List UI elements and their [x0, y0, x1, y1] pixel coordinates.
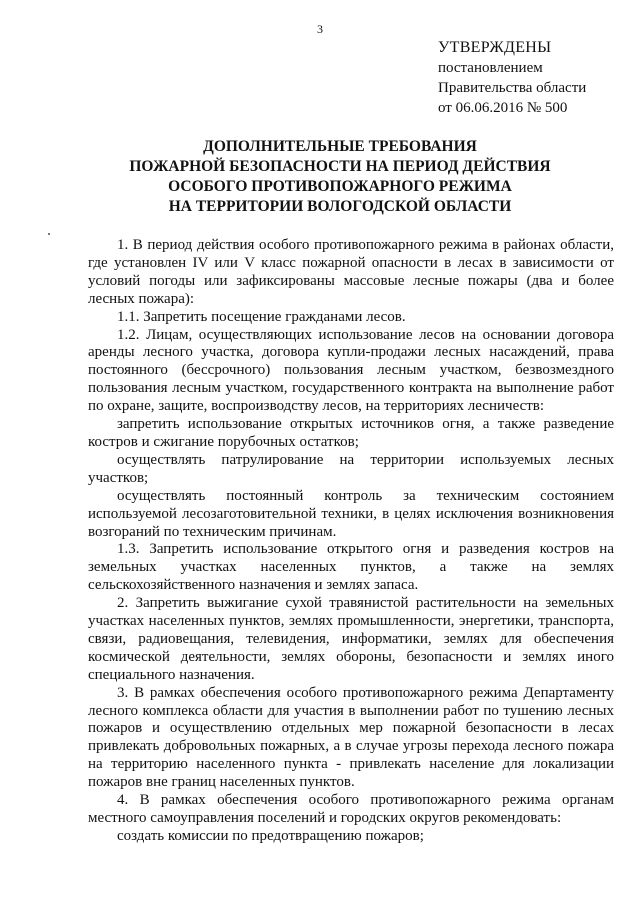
- paragraph-2: 2. Запретить выжигание сухой травянистой растительности на земельных участках населенных пунктов, землях промышленности, энергетики, транспорта, связи, радиовещания, телевидения, информатики, землях для обеспечения космической деятельности, землях обороны, безопасности и землях иного специального назначения.: [88, 595, 614, 683]
- paragraph-4-a: создать комиссии по предотвращению пожаров;: [117, 827, 424, 844]
- scan-speck: [48, 233, 50, 235]
- paragraph-1-2-c: осуществлять постоянный контроль за техническим состоянием используемой лесозаготовительной техники, в целях исключения возникновения возгораний по техническим причинам.: [88, 487, 614, 540]
- approval-line-2: Правительства области: [438, 80, 587, 96]
- title-line: ПОЖАРНОЙ БЕЗОПАСНОСТИ НА ПЕРИОД ДЕЙСТВИЯ: [129, 158, 551, 175]
- title-line: НА ТЕРРИТОРИИ ВОЛОГОДСКОЙ ОБЛАСТИ: [168, 198, 512, 215]
- paragraph-1: 1. В период действия особого противопожарного режима в районах области, где установлен IV или V класс пожарной опасности в лесах в зависимости от условий погоды или зафиксированы массовые лесные пожары (два и более лесных пожара):: [88, 237, 614, 307]
- paragraph-1-2-b: осуществлять патрулирование на территории используемых лесных участков;: [88, 451, 614, 486]
- approval-line-3: от 06.06.2016 № 500: [438, 100, 568, 116]
- approval-stamp: [438, 38, 586, 118]
- paragraph-1-3: 1.3. Запретить использование открытого огня и разведения костров на земельных участках населенных пунктов, а также на землях сельскохозяйственного назначения и землях запаса.: [88, 541, 614, 594]
- approval-title: УТВЕРЖДЕНЫ: [438, 39, 552, 56]
- paragraph-1-2: 1.2. Лицам, осуществляющих использование лесов на основании договора аренды лесного участка, договора купли-продажи лесных насаждений, права постоянного (бессрочного) пользования лесным участком, безвозмездного пользования лесным участком, государственного контракта на выполнение работ по охране, защите, воспроизводству лесов, на территориях лесничеств:: [88, 326, 614, 415]
- approval-line-1: постановлением: [438, 60, 543, 76]
- title-line: ДОПОЛНИТЕЛЬНЫЕ ТРЕБОВАНИЯ: [203, 138, 477, 155]
- title-line: ОСОБОГО ПРОТИВОПОЖАРНОГО РЕЖИМА: [168, 178, 512, 195]
- document-body: [88, 237, 614, 846]
- paragraph-1-1: 1.1. Запретить посещение гражданами лесов.: [117, 308, 406, 325]
- document-title: [40, 137, 640, 217]
- paragraph-3: 3. В рамках обеспечения особого противопожарного режима Департаменту лесного комплекса области для участия в выполнении работ по тушению лесных пожаров и осуществлению отдельных мер пожарной безопасности в лесах привлекать добровольных пожарных, а в случае угрозы перехода лесного пожара на территорию населенного пункта - привлекать население для локализации пожаров вне границ населенных пунктов.: [88, 684, 614, 791]
- paragraph-1-2-a: запретить использование открытых источников огня, а также разведение костров и сжигание порубочных остатков;: [88, 416, 614, 450]
- paragraph-4: 4. В рамках обеспечения особого противопожарного режима органам местного самоуправления поселений и городских округов рекомендовать:: [88, 792, 614, 826]
- page-number: 3: [317, 22, 323, 36]
